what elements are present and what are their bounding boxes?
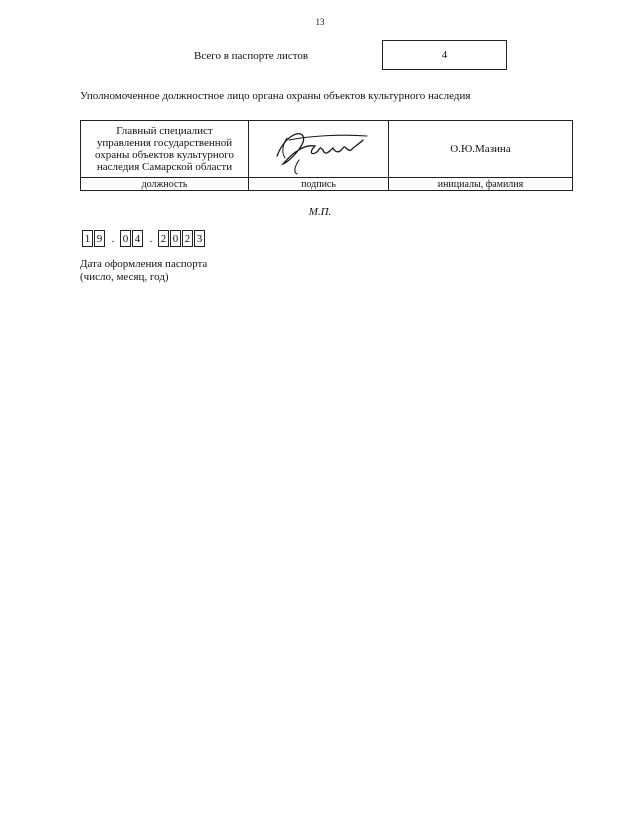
position-cell [81, 121, 249, 178]
position-line: наследия Самарской области [96, 161, 233, 173]
date-digit: 1 [82, 230, 93, 247]
total-sheets-box [382, 40, 507, 70]
position-line: управления государственной [96, 137, 233, 149]
date-digit: 0 [120, 230, 131, 247]
signature-table [80, 120, 573, 191]
caption-position: должность [81, 178, 249, 191]
total-sheets-value: 4 [441, 49, 448, 61]
official-name: О.Ю.Мазина [450, 143, 511, 155]
date-digit: 2 [182, 230, 193, 247]
caption-signature: подпись [249, 178, 389, 191]
signature-cell [249, 121, 389, 178]
handwritten-signature [259, 122, 379, 176]
page-number: 13 [315, 17, 325, 27]
date-digit: 3 [194, 230, 205, 247]
date-digit: 0 [170, 230, 181, 247]
date-caption [80, 258, 207, 284]
date-digit: 9 [94, 230, 105, 247]
stamp-place: М.П. [308, 206, 332, 218]
signature-table-caption-row [81, 178, 573, 191]
position-line: Главный специалист [116, 125, 213, 137]
official-heading: Уполномоченное должностное лицо органа охраны объектов культурного наследия [80, 90, 471, 102]
name-cell [389, 121, 573, 178]
date-boxes [82, 230, 206, 247]
date-caption-line: (число, месяц, год) [80, 271, 169, 283]
date-separator: . [111, 232, 115, 245]
position-line: охраны объектов культурного [95, 149, 234, 161]
signature-table-main-row [81, 121, 573, 178]
date-separator: . [149, 232, 153, 245]
caption-name: инициалы, фамилия [389, 178, 573, 191]
date-caption-line: Дата оформления паспорта [80, 258, 208, 270]
date-digit: 4 [132, 230, 143, 247]
date-digit: 2 [158, 230, 169, 247]
total-sheets-label: Всего в паспорте листов [194, 50, 309, 62]
